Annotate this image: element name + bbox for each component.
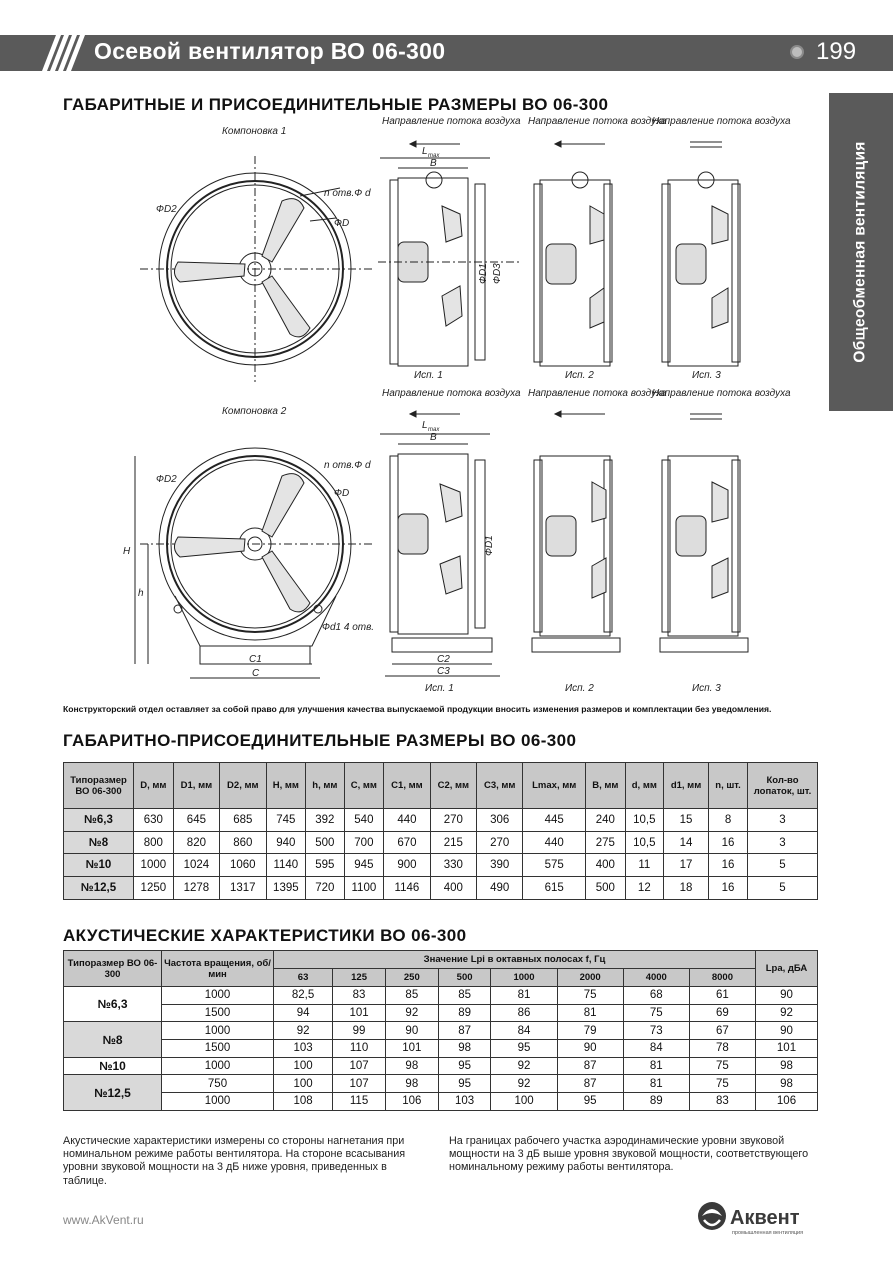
table-cell: 940 [266, 831, 306, 854]
version-label-2a: Исп. 2 [565, 370, 594, 381]
row-model: №12,5 [64, 877, 134, 900]
header-stripes-decoration [42, 35, 86, 71]
table-cell: 95 [438, 1075, 491, 1093]
header-dot-icon [790, 45, 804, 59]
speed-cell: 1000 [162, 1022, 274, 1040]
table-cell: 90 [756, 987, 818, 1005]
col-header: Кол-во лопаток, шт. [748, 763, 818, 809]
table-cell: 107 [333, 1057, 386, 1075]
footnote-left: Акустические характеристики измерены со стороны нагнетания при номинальном режиме работы вентилятора. На стороне всасывания уровни звуковой мощности на 3 дБ ниже уровня, приведенных в таблице. [63, 1135, 406, 1187]
table-cell: 83 [689, 1093, 755, 1111]
table-cell: 81 [491, 987, 557, 1005]
table-cell: 575 [523, 854, 586, 877]
section-title-dims-table: ГАБАРИТНО-ПРИСОЕДИНИТЕЛЬНЫЕ РАЗМЕРЫ ВО 06-300 [63, 731, 577, 750]
table-cell: 92 [491, 1075, 557, 1093]
table-cell: 670 [384, 831, 430, 854]
table-row [64, 809, 818, 832]
table-cell: 75 [557, 987, 623, 1005]
version-label-3a: Исп. 3 [692, 370, 721, 381]
dim-h: h [138, 588, 144, 599]
logo-tagline: промышленная вентиляция [732, 1230, 804, 1236]
table-cell: 81 [623, 1057, 689, 1075]
table-cell: 98 [385, 1075, 438, 1093]
col-header-freq: 63 [274, 969, 333, 987]
table-cell: 99 [333, 1022, 386, 1040]
row-model: №6,3 [64, 809, 134, 832]
row-model: №8 [64, 1022, 162, 1057]
table-row [64, 987, 818, 1005]
table-cell: 1278 [173, 877, 219, 900]
table-cell: 75 [689, 1057, 755, 1075]
table-row [64, 1022, 818, 1040]
section-title-dimensions: ГАБАРИТНЫЕ И ПРИСОЕДИНИТЕЛЬНЫЕ РАЗМЕРЫ ВО 06-300 [63, 95, 609, 114]
layout2-label: Компоновка 2 [222, 406, 287, 417]
col-header-freq: 500 [438, 969, 491, 987]
side-tab-label: Общеобменная вентиляция [852, 141, 869, 363]
table-cell: 68 [623, 987, 689, 1005]
dim-L-1: L [422, 146, 428, 157]
table-cell: 490 [477, 877, 523, 900]
col-header-group: Значение Lpi в октавных полосах f, Гц [274, 951, 756, 969]
table-cell: 820 [173, 831, 219, 854]
table-cell: 5 [748, 854, 818, 877]
table-cell: 85 [438, 987, 491, 1005]
row-model: №10 [64, 854, 134, 877]
table-cell: 595 [306, 854, 344, 877]
table-cell: 87 [438, 1022, 491, 1040]
table-cell: 1395 [266, 877, 306, 900]
layout2-side-view-3 [660, 456, 748, 652]
table-cell: 3 [748, 831, 818, 854]
table-cell: 900 [384, 854, 430, 877]
table-cell: 94 [274, 1004, 333, 1022]
dim-holes-2: n отв.Ф d [324, 460, 371, 471]
table-cell: 500 [585, 877, 625, 900]
col-header-freq: 125 [333, 969, 386, 987]
col-header: D, мм [134, 763, 174, 809]
layout1-side-view-2 [534, 172, 612, 366]
col-header: C2, мм [430, 763, 476, 809]
layout1-side-view-3 [662, 172, 740, 366]
table-cell: 630 [134, 809, 174, 832]
dimensions-table [63, 762, 818, 900]
table-cell: 240 [585, 809, 625, 832]
table-cell: 106 [385, 1093, 438, 1111]
dim-C1: C1 [249, 654, 262, 665]
table-cell: 75 [689, 1075, 755, 1093]
table-cell: 101 [333, 1004, 386, 1022]
table-cell: 10,5 [625, 831, 663, 854]
table-cell: 440 [384, 809, 430, 832]
table-cell: 11 [625, 854, 663, 877]
table-cell: 860 [220, 831, 266, 854]
table-row [64, 1093, 818, 1111]
acoustic-table-header-row1 [64, 951, 818, 969]
table-cell: 1146 [384, 877, 430, 900]
col-header-total: Lpa, дБА [756, 951, 818, 987]
table-cell: 84 [623, 1040, 689, 1058]
table-cell: 89 [438, 1004, 491, 1022]
col-header: C1, мм [384, 763, 430, 809]
col-header: D1, мм [173, 763, 219, 809]
table-cell: 81 [557, 1004, 623, 1022]
dim-d-1: ФD [334, 218, 350, 229]
table-cell: 615 [523, 877, 586, 900]
table-cell: 15 [664, 809, 709, 832]
table-cell: 107 [333, 1075, 386, 1093]
table-cell: 61 [689, 987, 755, 1005]
table-cell: 720 [306, 877, 344, 900]
table-row [64, 831, 818, 854]
table-cell: 330 [430, 854, 476, 877]
table-cell: 445 [523, 809, 586, 832]
table-cell: 5 [748, 877, 818, 900]
table-cell: 103 [274, 1040, 333, 1058]
table-row [64, 1057, 818, 1075]
table-cell: 400 [430, 877, 476, 900]
dim-Lsub-2: max [428, 427, 440, 433]
airflow-label-6: Направление потока воздуха [652, 388, 791, 399]
table-row [64, 1075, 818, 1093]
table-cell: 86 [491, 1004, 557, 1022]
dim-C2: C2 [437, 654, 450, 665]
table-cell: 270 [477, 831, 523, 854]
disclaimer-note: Конструкторский отдел оставляет за собой право для улучшения качества выпускаемой продукции вносить изменения размеров и комплектации без уведомления. [63, 704, 772, 714]
table-cell: 16 [709, 854, 748, 877]
dim-holes-1: n отв.Ф d [324, 188, 371, 199]
table-cell: 92 [385, 1004, 438, 1022]
table-cell: 306 [477, 809, 523, 832]
dim-C: C [252, 668, 260, 679]
table-cell: 92 [756, 1004, 818, 1022]
col-header: B, мм [585, 763, 625, 809]
row-model: №8 [64, 831, 134, 854]
dimensions-table-header [64, 763, 818, 809]
dim-D3: ФD3 [492, 263, 503, 284]
table-cell: 945 [344, 854, 384, 877]
table-cell: 89 [623, 1093, 689, 1111]
dim-C3: C3 [437, 666, 450, 677]
table-cell: 92 [274, 1022, 333, 1040]
table-cell: 18 [664, 877, 709, 900]
table-cell: 83 [333, 987, 386, 1005]
table-cell: 78 [689, 1040, 755, 1058]
table-cell: 81 [623, 1075, 689, 1093]
table-cell: 1000 [134, 854, 174, 877]
table-cell: 92 [491, 1057, 557, 1075]
table-cell: 1140 [266, 854, 306, 877]
table-cell: 100 [274, 1057, 333, 1075]
table-cell: 101 [385, 1040, 438, 1058]
table-cell: 270 [430, 809, 476, 832]
table-cell: 98 [756, 1075, 818, 1093]
logo-icon [696, 1198, 820, 1238]
col-header-freq: 250 [385, 969, 438, 987]
table-row [64, 1040, 818, 1058]
table-cell: 1024 [173, 854, 219, 877]
table-cell: 17 [664, 854, 709, 877]
col-header: Типоразмер ВО 06-300 [64, 763, 134, 809]
dim-Lsub-1: max [428, 153, 440, 159]
table-cell: 82,5 [274, 987, 333, 1005]
table-cell: 1250 [134, 877, 174, 900]
table-cell: 400 [585, 854, 625, 877]
table-cell: 215 [430, 831, 476, 854]
speed-cell: 1000 [162, 1093, 274, 1111]
table-cell: 98 [438, 1040, 491, 1058]
table-cell: 75 [623, 1004, 689, 1022]
version-label-3b: Исп. 3 [692, 683, 721, 694]
table-cell: 103 [438, 1093, 491, 1111]
section-title-acoustic: АКУСТИЧЕСКИЕ ХАРАКТЕРИСТИКИ ВО 06-300 [63, 926, 467, 945]
dim-d2-2: ФD2 [156, 474, 177, 485]
dim-B-1: B [430, 158, 437, 169]
table-cell: 73 [623, 1022, 689, 1040]
table-cell: 12 [625, 877, 663, 900]
table-cell: 16 [709, 877, 748, 900]
table-cell: 1100 [344, 877, 384, 900]
table-cell: 90 [557, 1040, 623, 1058]
col-header-freq: 2000 [557, 969, 623, 987]
table-cell: 90 [756, 1022, 818, 1040]
table-cell: 10,5 [625, 809, 663, 832]
table-cell: 14 [664, 831, 709, 854]
table-cell: 84 [491, 1022, 557, 1040]
speed-cell: 1500 [162, 1040, 274, 1058]
table-cell: 3 [748, 809, 818, 832]
speed-cell: 750 [162, 1075, 274, 1093]
table-cell: 115 [333, 1093, 386, 1111]
table-cell: 1317 [220, 877, 266, 900]
dim-D1-1: ФD1 [478, 263, 489, 284]
table-row [64, 877, 818, 900]
table-row [64, 854, 818, 877]
col-header: H, мм [266, 763, 306, 809]
table-cell: 8 [709, 809, 748, 832]
technical-drawing [0, 116, 893, 696]
logo-name: Аквент [730, 1207, 800, 1229]
table-cell: 85 [385, 987, 438, 1005]
airflow-label-1: Направление потока воздуха [382, 116, 521, 127]
table-cell: 540 [344, 809, 384, 832]
dim-H: H [123, 546, 131, 557]
table-cell: 100 [274, 1075, 333, 1093]
layout1-side-view-1 [378, 158, 520, 366]
col-header-freq: 4000 [623, 969, 689, 987]
version-label-1a: Исп. 1 [414, 370, 443, 381]
col-header-freq: 8000 [689, 969, 755, 987]
dim-d2-1: ФD2 [156, 204, 177, 215]
airflow-label-4: Направление потока воздуха [382, 388, 521, 399]
speed-cell: 1500 [162, 1004, 274, 1022]
table-cell: 98 [385, 1057, 438, 1075]
table-cell: 90 [385, 1022, 438, 1040]
table-cell: 1060 [220, 854, 266, 877]
col-header-speed: Частота вращения, об/мин [162, 951, 274, 987]
table-cell: 101 [756, 1040, 818, 1058]
row-model: №6,3 [64, 987, 162, 1022]
row-model: №12,5 [64, 1075, 162, 1110]
table-cell: 98 [756, 1057, 818, 1075]
col-header: h, мм [306, 763, 344, 809]
table-cell: 95 [438, 1057, 491, 1075]
col-header: D2, мм [220, 763, 266, 809]
airflow-label-3: Направление потока воздуха [652, 116, 791, 127]
table-cell: 67 [689, 1022, 755, 1040]
acoustic-table [63, 950, 818, 1111]
table-cell: 95 [557, 1093, 623, 1111]
table-cell: 110 [333, 1040, 386, 1058]
version-label-2b: Исп. 2 [565, 683, 594, 694]
table-cell: 392 [306, 809, 344, 832]
table-cell: 700 [344, 831, 384, 854]
table-cell: 745 [266, 809, 306, 832]
table-cell: 87 [557, 1075, 623, 1093]
airflow-label-2: Направление потока воздуха [528, 116, 667, 127]
table-cell: 16 [709, 831, 748, 854]
table-cell: 106 [756, 1093, 818, 1111]
col-header: C3, мм [477, 763, 523, 809]
dim-B-2: B [430, 432, 437, 443]
table-cell: 79 [557, 1022, 623, 1040]
table-cell: 87 [557, 1057, 623, 1075]
table-cell: 800 [134, 831, 174, 854]
table-cell: 275 [585, 831, 625, 854]
table-cell: 645 [173, 809, 219, 832]
col-header: C, мм [344, 763, 384, 809]
page-number: 199 [816, 38, 857, 65]
table-cell: 390 [477, 854, 523, 877]
col-header: d1, мм [664, 763, 709, 809]
airflow-label-5: Направление потока воздуха [528, 388, 667, 399]
website-url: www.AkVent.ru [63, 1213, 144, 1227]
akvent-logo [696, 1198, 820, 1238]
version-label-1b: Исп. 1 [425, 683, 454, 694]
table-cell: 69 [689, 1004, 755, 1022]
col-header-model: Типоразмер ВО 06-300 [64, 951, 162, 987]
row-model: №10 [64, 1057, 162, 1075]
dim-L-2: L [422, 420, 428, 431]
speed-cell: 1000 [162, 987, 274, 1005]
col-header: n, шт. [709, 763, 748, 809]
table-cell: 108 [274, 1093, 333, 1111]
table-cell: 95 [491, 1040, 557, 1058]
speed-cell: 1000 [162, 1057, 274, 1075]
layout2-side-view-1 [380, 434, 500, 676]
col-header: d, мм [625, 763, 663, 809]
page-title: Осевой вентилятор ВО 06-300 [94, 38, 446, 64]
table-cell: 100 [491, 1093, 557, 1111]
table-cell: 440 [523, 831, 586, 854]
table-cell: 685 [220, 809, 266, 832]
table-row [64, 1004, 818, 1022]
col-header-freq: 1000 [491, 969, 557, 987]
dim-d-2: ФD [334, 488, 350, 499]
dim-d1-holes: Фd1 4 отв. [322, 622, 375, 633]
col-header: Lmax, мм [523, 763, 586, 809]
layout2-side-view-2 [532, 456, 620, 652]
layout1-label: Компоновка 1 [222, 126, 287, 137]
dim-D1-2: ФD1 [484, 535, 495, 556]
table-cell: 500 [306, 831, 344, 854]
footnote-right: На границах рабочего участка аэродинамические уровни звуковой мощности на 3 дБ выше уровня звуковой мощности, соответствующего номинальному режиму работы вентилятора. [449, 1135, 809, 1174]
